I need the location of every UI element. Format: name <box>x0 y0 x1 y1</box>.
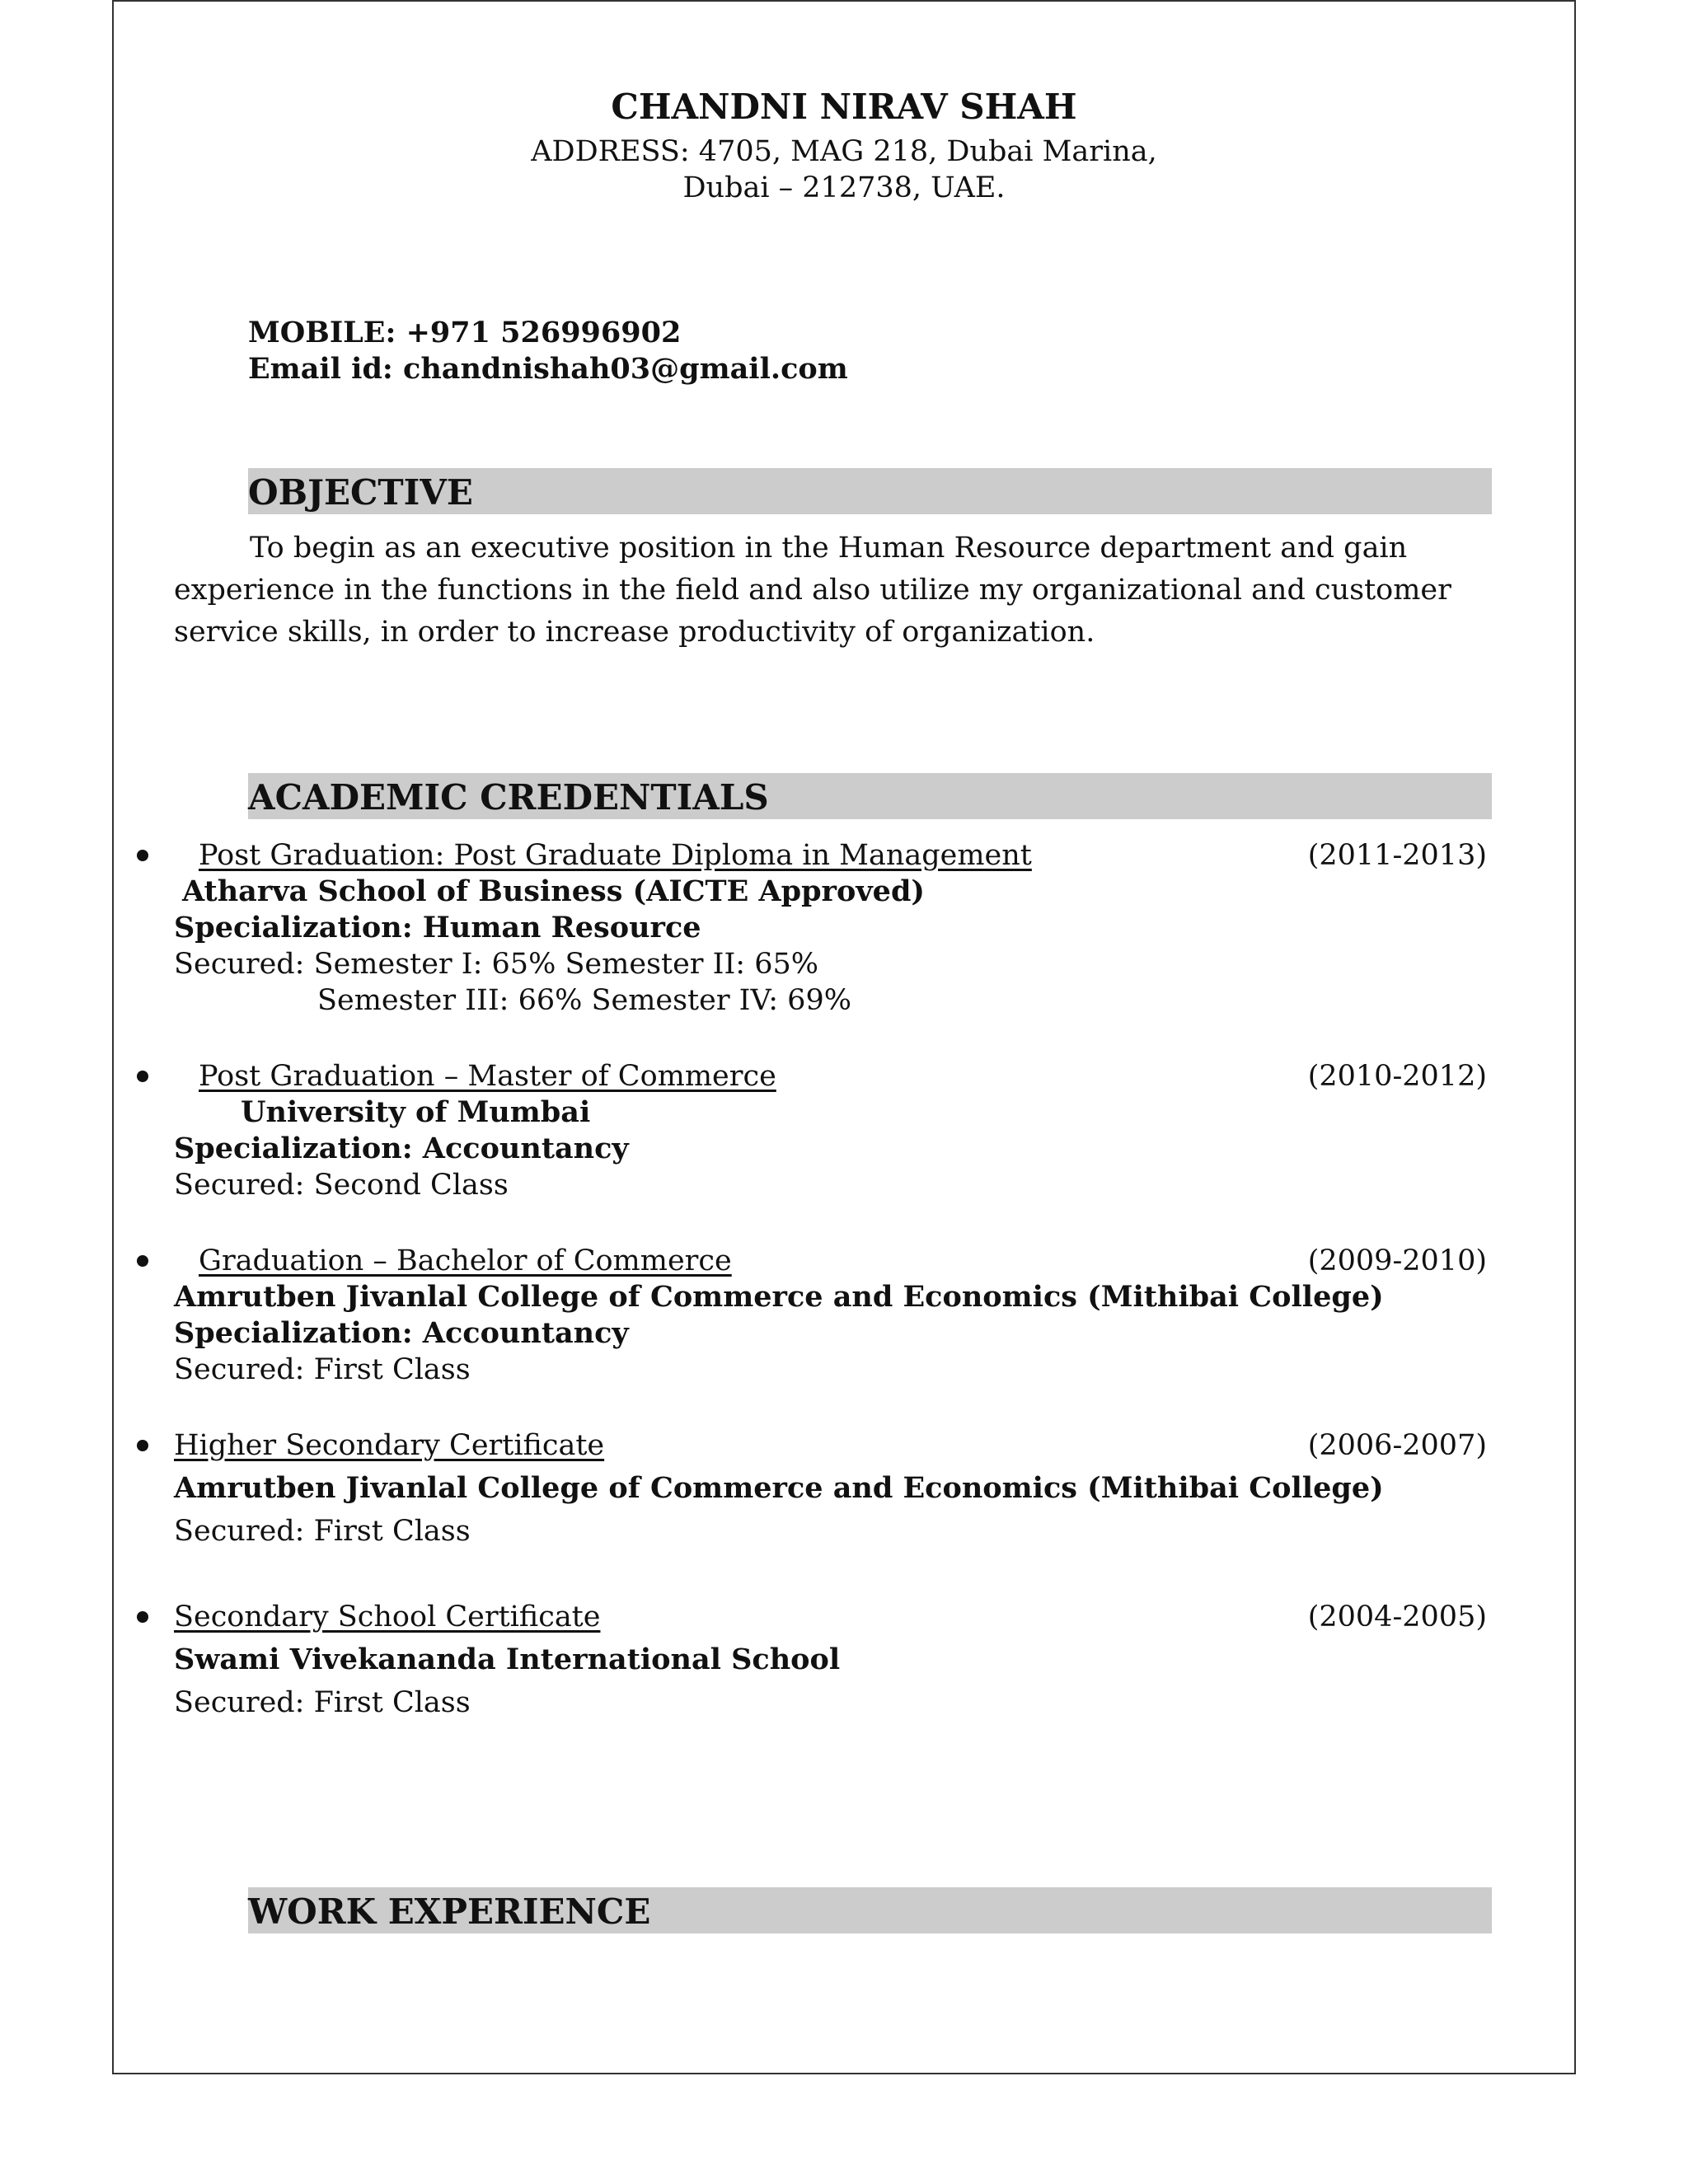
page-border <box>112 0 1576 2074</box>
secured: Secured: First Class <box>174 1686 471 1719</box>
bullet-icon <box>137 1255 148 1267</box>
degree-title: Graduation – Bachelor of Commerce <box>199 1244 732 1277</box>
degree-years: (2009-2010) <box>1307 1244 1487 1277</box>
email-address: Email id: chandnishah03@gmail.com <box>248 352 848 386</box>
degree-title: Secondary School Certificate <box>174 1601 601 1633</box>
degree-title: Higher Secondary Certificate <box>174 1429 605 1462</box>
degree-title: Post Graduation: Post Graduate Diploma in Management <box>199 839 1032 872</box>
institution: Swami Vivekananda International School <box>174 1643 841 1676</box>
secured: Secured: First Class <box>174 1515 471 1548</box>
address-line-2: Dubai – 212738, UAE. <box>682 171 1006 204</box>
candidate-name: CHANDNI NIRAV SHAH <box>611 87 1077 127</box>
degree-years: (2011-2013) <box>1307 839 1487 872</box>
academic-heading: ACADEMIC CREDENTIALS <box>248 773 1492 819</box>
degree-years: (2006-2007) <box>1307 1429 1487 1462</box>
objective-heading: OBJECTIVE <box>248 468 1492 514</box>
specialization: Specialization: Human Resource <box>174 911 701 944</box>
specialization: Specialization: Accountancy <box>174 1316 629 1350</box>
bullet-icon <box>137 850 148 861</box>
secured-line-2: Semester III: 66% Semester IV: 69% <box>317 984 851 1017</box>
secured: Secured: Second Class <box>174 1169 509 1202</box>
bullet-icon <box>137 1071 148 1082</box>
secured: Secured: First Class <box>174 1353 471 1386</box>
bullet-icon <box>137 1440 148 1451</box>
specialization: Specialization: Accountancy <box>174 1132 629 1165</box>
objective-text: To begin as an executive position in the Human Resource department and gain experience in the functions in the field and also utilize my organizational and customer service skills, in order to increase productivity of organization. <box>174 532 1451 649</box>
work-experience-heading: WORK EXPERIENCE <box>248 1887 1492 1933</box>
institution: University of Mumbai <box>241 1095 591 1129</box>
bullet-icon <box>137 1611 148 1623</box>
degree-years: (2004-2005) <box>1307 1601 1487 1633</box>
degree-years: (2010-2012) <box>1307 1060 1487 1093</box>
address-line-1: ADDRESS: 4705, MAG 218, Dubai Marina, <box>531 135 1157 168</box>
degree-title: Post Graduation – Master of Commerce <box>199 1060 776 1093</box>
institution: Atharva School of Business (AICTE Approved) <box>182 874 925 908</box>
mobile-number: MOBILE: +971 526996902 <box>248 316 682 349</box>
secured: Secured: Semester I: 65% Semester II: 65% <box>174 948 818 981</box>
institution: Amrutben Jivanlal College of Commerce and Economics (Mithibai College) <box>174 1471 1384 1505</box>
institution: Amrutben Jivanlal College of Commerce and Economics (Mithibai College) <box>174 1280 1384 1314</box>
